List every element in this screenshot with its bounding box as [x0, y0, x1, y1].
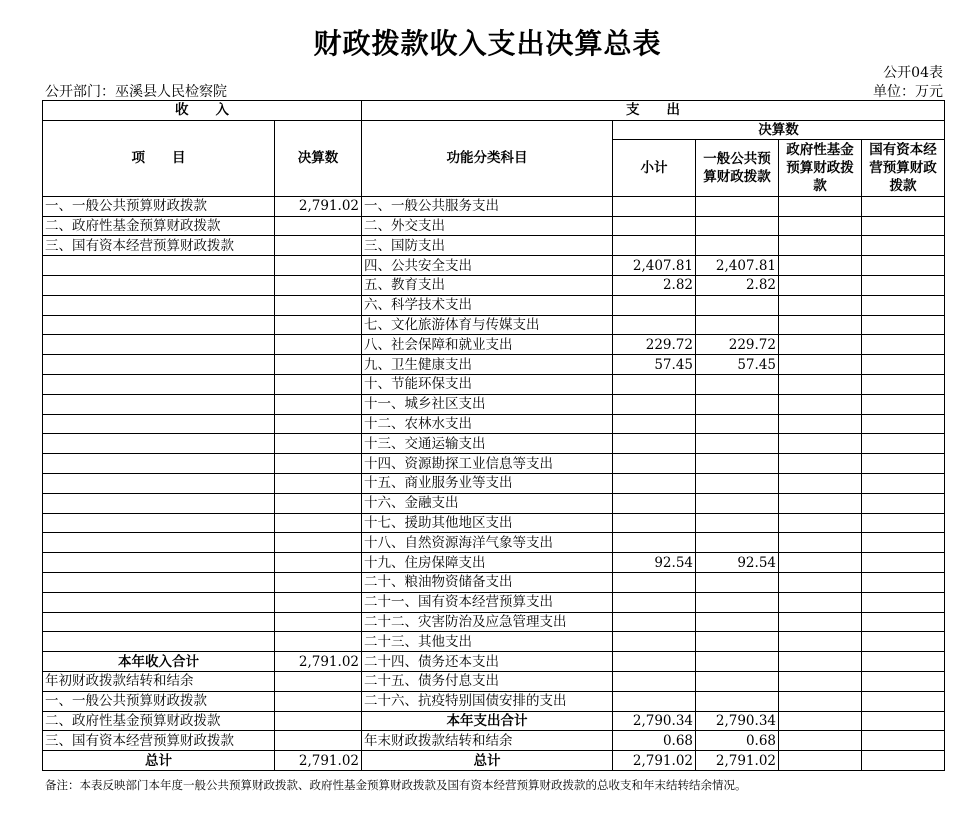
gov-fund-cell [779, 691, 862, 711]
gov-fund-cell [779, 196, 862, 216]
gov-fund-header: 政府性基金预算财政拨款 [779, 139, 862, 196]
income-item-cell: 一、一般公共预算财政拨款 [43, 196, 275, 216]
expense-item-cell: 二十三、其他支出 [362, 632, 613, 652]
income-amount-cell [275, 612, 362, 632]
table-row [43, 572, 945, 592]
general-budget-cell: 92.54 [696, 553, 779, 573]
income-item-cell [43, 513, 275, 533]
income-amount-cell [275, 454, 362, 474]
income-amount-cell [275, 671, 362, 691]
state-capital-cell [862, 335, 945, 355]
income-item-cell: 三、国有资本经营预算财政拨款 [43, 731, 275, 751]
table-row [43, 236, 945, 256]
income-item-cell [43, 355, 275, 375]
subtotal-cell: 2.82 [613, 275, 696, 295]
income-item-cell [43, 394, 275, 414]
income-item-cell [43, 275, 275, 295]
general-budget-cell [696, 493, 779, 513]
subtotal-cell [613, 414, 696, 434]
state-capital-cell [862, 553, 945, 573]
table-row [43, 315, 945, 335]
general-budget-cell: 2,791.02 [696, 751, 779, 771]
income-amount-cell [275, 414, 362, 434]
gov-fund-cell [779, 275, 862, 295]
gov-fund-cell [779, 355, 862, 375]
expense-item-cell: 十七、援助其他地区支出 [362, 513, 613, 533]
income-amount-cell [275, 275, 362, 295]
income-item-cell: 年初财政拨款结转和结余 [43, 671, 275, 691]
gov-fund-cell [779, 295, 862, 315]
gov-fund-cell [779, 374, 862, 394]
gov-fund-cell [779, 553, 862, 573]
income-amount-cell [275, 335, 362, 355]
general-budget-cell [696, 216, 779, 236]
gov-fund-cell [779, 335, 862, 355]
state-capital-cell [862, 355, 945, 375]
general-budget-cell: 57.45 [696, 355, 779, 375]
subtotal-cell [613, 572, 696, 592]
gov-fund-cell [779, 454, 862, 474]
function-subject-header: 功能分类科目 [362, 120, 613, 196]
subtotal-cell [613, 671, 696, 691]
income-amount-cell [275, 295, 362, 315]
gov-fund-cell [779, 751, 862, 771]
income-amount-cell [275, 394, 362, 414]
subtotal-cell [613, 592, 696, 612]
general-budget-cell: 229.72 [696, 335, 779, 355]
general-budget-cell: 2.82 [696, 275, 779, 295]
table-row [43, 751, 945, 771]
income-item-cell [43, 473, 275, 493]
income-amount-cell [275, 256, 362, 276]
gov-fund-cell [779, 414, 862, 434]
table-row [43, 414, 945, 434]
income-item-cell [43, 295, 275, 315]
income-item-cell [43, 335, 275, 355]
subtotal-cell: 92.54 [613, 553, 696, 573]
subtotal-cell [613, 533, 696, 553]
table-row [43, 454, 945, 474]
subtotal-cell [613, 473, 696, 493]
general-budget-cell [696, 671, 779, 691]
expense-item-cell: 七、文化旅游体育与传媒支出 [362, 315, 613, 335]
expense-item-cell: 二十、粮油物资储备支出 [362, 572, 613, 592]
subtotal-cell [613, 295, 696, 315]
gov-fund-cell [779, 473, 862, 493]
table-body [43, 196, 945, 770]
subtotal-cell: 57.45 [613, 355, 696, 375]
subtotal-cell [613, 493, 696, 513]
general-budget-cell [696, 632, 779, 652]
general-budget-cell [696, 454, 779, 474]
income-item-cell: 二、政府性基金预算财政拨款 [43, 216, 275, 236]
general-budget-cell [696, 691, 779, 711]
expense-item-cell: 十一、城乡社区支出 [362, 394, 613, 414]
expense-item-cell: 十、节能环保支出 [362, 374, 613, 394]
general-budget-cell [696, 612, 779, 632]
expense-item-cell: 二十二、灾害防治及应急管理支出 [362, 612, 613, 632]
general-budget-cell [696, 315, 779, 335]
income-item-cell: 总计 [43, 751, 275, 771]
income-amount-cell [275, 731, 362, 751]
state-capital-cell [862, 256, 945, 276]
table-row [43, 355, 945, 375]
table-header [43, 101, 945, 197]
income-amount-cell [275, 493, 362, 513]
subtotal-cell [613, 632, 696, 652]
general-budget-cell [696, 572, 779, 592]
state-capital-cell [862, 572, 945, 592]
subtotal-cell [613, 394, 696, 414]
subtotal-cell: 2,791.02 [613, 751, 696, 771]
expense-header: 支 出 [362, 101, 945, 121]
table-row [43, 691, 945, 711]
general-budget-cell [696, 652, 779, 672]
state-capital-cell [862, 473, 945, 493]
table-row [43, 473, 945, 493]
form-code: 公开04表 [883, 65, 943, 81]
state-capital-cell [862, 394, 945, 414]
subtotal-cell: 229.72 [613, 335, 696, 355]
income-amount-cell [275, 572, 362, 592]
table-row [43, 612, 945, 632]
income-item-cell: 二、政府性基金预算财政拨款 [43, 711, 275, 731]
subtotal-cell: 2,407.81 [613, 256, 696, 276]
income-item-cell [43, 315, 275, 335]
expense-item-cell: 五、教育支出 [362, 275, 613, 295]
gov-fund-cell [779, 216, 862, 236]
general-budget-cell [696, 513, 779, 533]
income-amount-cell [275, 315, 362, 335]
state-capital-cell [862, 196, 945, 216]
subtotal-cell: 2,790.34 [613, 711, 696, 731]
income-item-cell [43, 533, 275, 553]
income-amount-cell: 2,791.02 [275, 652, 362, 672]
table-row [43, 374, 945, 394]
expense-item-cell: 本年支出合计 [362, 711, 613, 731]
income-item-cell [43, 612, 275, 632]
expense-item-cell: 十九、住房保障支出 [362, 553, 613, 573]
table-row [43, 513, 945, 533]
gov-fund-cell [779, 731, 862, 751]
general-budget-cell [696, 414, 779, 434]
gov-fund-cell [779, 632, 862, 652]
subtotal-cell [613, 434, 696, 454]
state-capital-cell [862, 533, 945, 553]
table-row [43, 731, 945, 751]
state-capital-cell [862, 493, 945, 513]
income-item-cell [43, 374, 275, 394]
income-item-cell [43, 414, 275, 434]
table-row [43, 295, 945, 315]
expense-item-cell: 一、一般公共服务支出 [362, 196, 613, 216]
income-item-cell [43, 592, 275, 612]
table-row [43, 394, 945, 414]
income-amount-cell [275, 374, 362, 394]
general-budget-cell: 0.68 [696, 731, 779, 751]
income-item-cell [43, 632, 275, 652]
income-amount-cell [275, 533, 362, 553]
state-capital-cell [862, 216, 945, 236]
gov-fund-cell [779, 533, 862, 553]
final-amount-header: 决算数 [275, 120, 362, 196]
table-row [43, 553, 945, 573]
subtotal-cell [613, 374, 696, 394]
state-capital-cell [862, 612, 945, 632]
table-row [43, 275, 945, 295]
subtotal-header: 小计 [613, 139, 696, 196]
income-amount-cell [275, 355, 362, 375]
income-item-cell [43, 454, 275, 474]
unit-label: 单位：万元 [873, 84, 943, 100]
state-capital-cell [862, 454, 945, 474]
subtotal-cell [613, 236, 696, 256]
income-amount-cell [275, 236, 362, 256]
gov-fund-cell [779, 315, 862, 335]
table-row [43, 652, 945, 672]
table-row [43, 256, 945, 276]
expense-item-cell: 年末财政拨款结转和结余 [362, 731, 613, 751]
expense-item-cell: 二十四、债务还本支出 [362, 652, 613, 672]
general-budget-cell [696, 394, 779, 414]
expense-item-cell: 十三、交通运输支出 [362, 434, 613, 454]
state-capital-cell [862, 691, 945, 711]
state-capital-cell [862, 731, 945, 751]
expense-item-cell: 二十一、国有资本经营预算支出 [362, 592, 613, 612]
budget-table [42, 100, 945, 771]
expense-item-cell: 十六、金融支出 [362, 493, 613, 513]
state-capital-cell [862, 513, 945, 533]
gov-fund-cell [779, 256, 862, 276]
table-row [43, 335, 945, 355]
income-amount-cell [275, 632, 362, 652]
expense-item-cell: 八、社会保障和就业支出 [362, 335, 613, 355]
expense-item-cell: 十八、自然资源海洋气象等支出 [362, 533, 613, 553]
table-row [43, 711, 945, 731]
state-capital-cell [862, 592, 945, 612]
table-row [43, 196, 945, 216]
state-capital-cell [862, 434, 945, 454]
gov-fund-cell [779, 513, 862, 533]
subtotal-cell [613, 612, 696, 632]
general-budget-cell [696, 473, 779, 493]
income-header: 收 入 [43, 101, 362, 121]
general-budget-cell: 2,790.34 [696, 711, 779, 731]
income-amount-cell [275, 216, 362, 236]
subtotal-cell [613, 691, 696, 711]
income-amount-cell: 2,791.02 [275, 751, 362, 771]
table-row [43, 671, 945, 691]
table-row [43, 493, 945, 513]
income-amount-cell [275, 473, 362, 493]
expense-item-cell: 九、卫生健康支出 [362, 355, 613, 375]
expense-item-cell: 十二、农林水支出 [362, 414, 613, 434]
footnote: 备注：本表反映部门本年度一般公共预算财政拨款、政府性基金预算财政拨款及国有资本经营预算财政拨款的总收支和年末结转结余情况。 [45, 778, 747, 792]
subtotal-cell [613, 216, 696, 236]
subtotal-cell [613, 652, 696, 672]
state-capital-cell [862, 295, 945, 315]
state-capital-cell [862, 652, 945, 672]
state-capital-cell [862, 236, 945, 256]
state-capital-header: 国有资本经营预算财政拨款 [862, 139, 945, 196]
expense-item-cell: 总计 [362, 751, 613, 771]
gov-fund-cell [779, 572, 862, 592]
income-amount-cell [275, 711, 362, 731]
subtotal-cell: 0.68 [613, 731, 696, 751]
item-header: 项 目 [43, 120, 275, 196]
gov-fund-cell [779, 394, 862, 414]
subtotal-cell [613, 196, 696, 216]
expense-item-cell: 二十六、抗疫特别国债安排的支出 [362, 691, 613, 711]
state-capital-cell [862, 751, 945, 771]
gov-fund-cell [779, 612, 862, 632]
table-row [43, 216, 945, 236]
income-item-cell [43, 553, 275, 573]
general-budget-cell [696, 374, 779, 394]
income-item-cell [43, 572, 275, 592]
expense-item-cell: 十四、资源勘探工业信息等支出 [362, 454, 613, 474]
income-item-cell: 三、国有资本经营预算财政拨款 [43, 236, 275, 256]
general-budget-cell [696, 196, 779, 216]
expense-item-cell: 二十五、债务付息支出 [362, 671, 613, 691]
state-capital-cell [862, 414, 945, 434]
income-amount-cell [275, 513, 362, 533]
table-row [43, 533, 945, 553]
page-title: 财政拨款收入支出决算总表 [313, 27, 662, 60]
income-amount-cell: 2,791.02 [275, 196, 362, 216]
income-item-cell: 一、一般公共预算财政拨款 [43, 691, 275, 711]
gov-fund-cell [779, 592, 862, 612]
income-amount-cell [275, 691, 362, 711]
gov-fund-cell [779, 434, 862, 454]
general-budget-cell [696, 592, 779, 612]
gov-fund-cell [779, 493, 862, 513]
state-capital-cell [862, 632, 945, 652]
expense-item-cell: 十五、商业服务业等支出 [362, 473, 613, 493]
department-label: 公开部门：巫溪县人民检察院 [45, 84, 227, 100]
income-item-cell [43, 434, 275, 454]
income-amount-cell [275, 592, 362, 612]
state-capital-cell [862, 374, 945, 394]
subtotal-cell [613, 454, 696, 474]
general-budget-cell [696, 236, 779, 256]
income-item-cell [43, 256, 275, 276]
state-capital-cell [862, 671, 945, 691]
general-budget-cell [696, 533, 779, 553]
table-row [43, 632, 945, 652]
state-capital-cell [862, 315, 945, 335]
general-budget-header: 一般公共预算财政拨款 [696, 139, 779, 196]
income-amount-cell [275, 553, 362, 573]
income-item-cell: 本年收入合计 [43, 652, 275, 672]
expense-item-cell: 六、科学技术支出 [362, 295, 613, 315]
final-amount-group-header: 决算数 [613, 120, 945, 139]
table-row [43, 434, 945, 454]
income-amount-cell [275, 434, 362, 454]
expense-item-cell: 三、国防支出 [362, 236, 613, 256]
state-capital-cell [862, 711, 945, 731]
general-budget-cell [696, 434, 779, 454]
general-budget-cell: 2,407.81 [696, 256, 779, 276]
expense-item-cell: 四、公共安全支出 [362, 256, 613, 276]
general-budget-cell [696, 295, 779, 315]
subtotal-cell [613, 513, 696, 533]
subtotal-cell [613, 315, 696, 335]
table-row [43, 592, 945, 612]
gov-fund-cell [779, 652, 862, 672]
gov-fund-cell [779, 711, 862, 731]
income-item-cell [43, 493, 275, 513]
state-capital-cell [862, 275, 945, 295]
gov-fund-cell [779, 671, 862, 691]
gov-fund-cell [779, 236, 862, 256]
expense-item-cell: 二、外交支出 [362, 216, 613, 236]
